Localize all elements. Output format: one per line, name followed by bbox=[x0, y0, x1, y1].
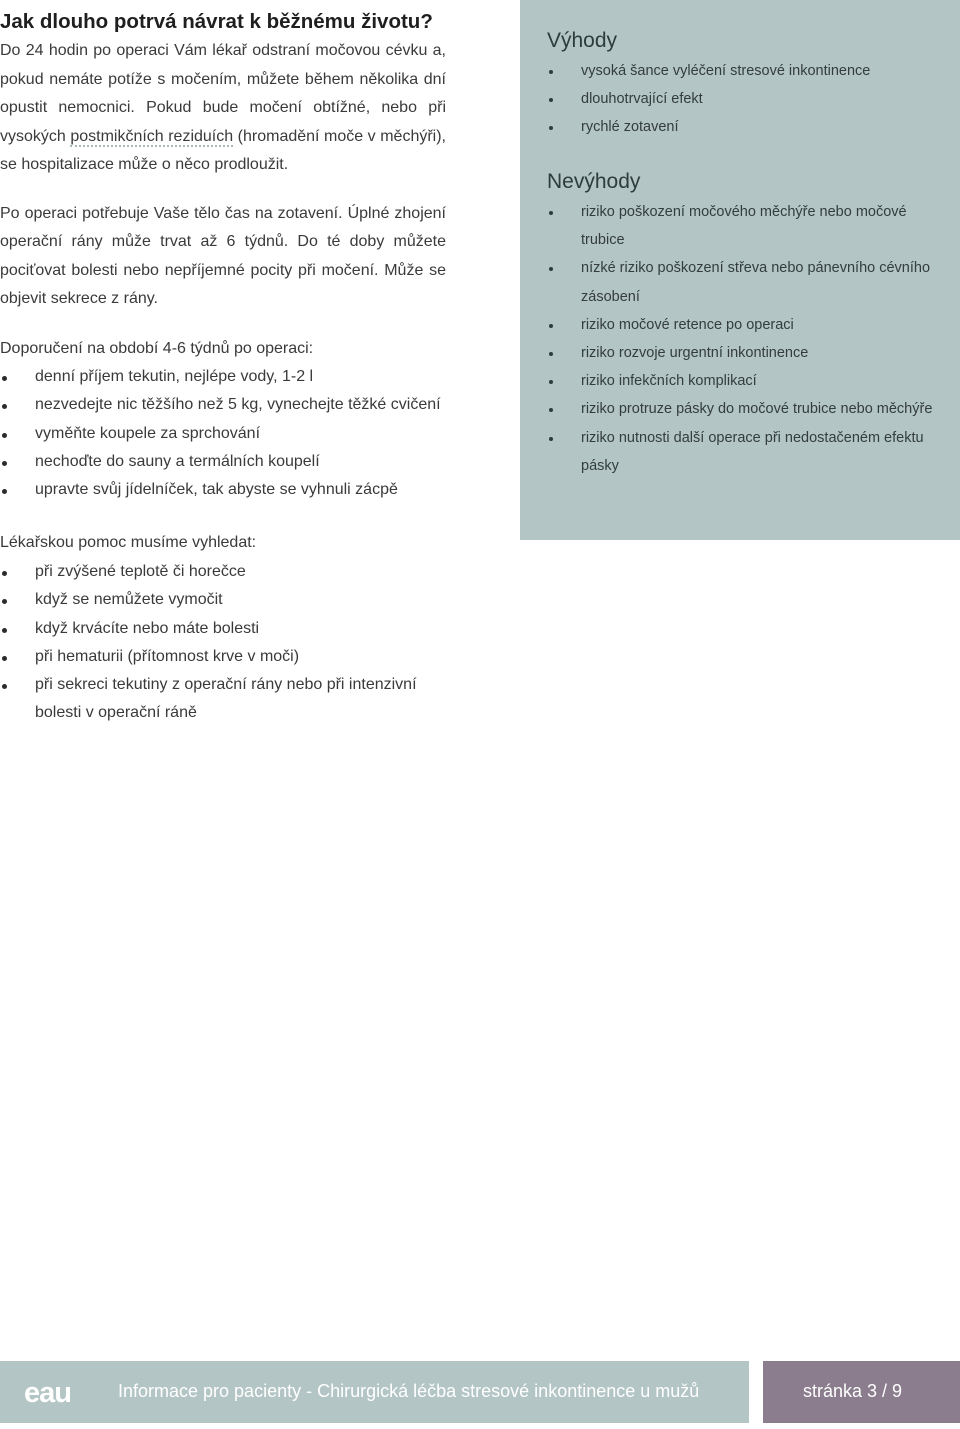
paragraph-healing: Po operaci potřebuje Vaše tělo čas na zotavení. Úplné zhojení operační rány může trvat až 6 týdnů. Do té doby můžete pociťovat bolesti nebo nepříjemné pocity při močení. Může se objevit sekrece z rány. bbox=[0, 204, 446, 307]
list-item: rychlé zotavení bbox=[547, 113, 940, 141]
logo-text: eau bbox=[24, 1377, 71, 1409]
list-item: při sekreci tekutiny z operační rány nebo při intenzivní bolesti v operační ráně bbox=[0, 671, 446, 728]
list-item: vyměňte koupele za sprchování bbox=[0, 420, 446, 448]
footer-title: Informace pro pacienty - Chirurgická léčba stresové inkontinence u mužů bbox=[118, 1381, 700, 1401]
list-item: při zvýšené teplotě či horečce bbox=[0, 558, 446, 586]
list-item: vysoká šance vyléčení stresové inkontinence bbox=[547, 57, 940, 85]
list-item: nechoďte do sauny a termálních koupelí bbox=[0, 448, 446, 476]
eau-logo-icon bbox=[22, 1375, 84, 1409]
list-item: riziko poškození močového měchýře nebo močové trubice bbox=[547, 198, 940, 254]
list-item: riziko infekčních komplikací bbox=[547, 367, 940, 395]
advantages-list bbox=[547, 57, 940, 142]
recommendation-list bbox=[0, 363, 446, 504]
main-column bbox=[0, 0, 446, 728]
paragraph-text: (hromadění moče v měchýři), se hospitalizace může o něco prodloužit. bbox=[0, 127, 446, 173]
list-item: když krvácíte nebo máte bolesti bbox=[0, 615, 446, 643]
recommend-heading: Doporučení na období 4-6 týdnů po operaci: bbox=[0, 339, 314, 357]
page-indicator bbox=[763, 1361, 960, 1423]
list-item: denní příjem tekutin, nejlépe vody, 1-2 l bbox=[0, 363, 446, 391]
list-item: při hematurii (přítomnost krve v moči) bbox=[0, 643, 446, 671]
list-item: když se nemůžete vymočit bbox=[0, 586, 446, 614]
list-item: riziko nutnosti další operace při nedostačeném efektu pásky bbox=[547, 424, 940, 480]
help-heading: Lékařskou pomoc musíme vyhledat: bbox=[0, 534, 257, 552]
list-item: riziko protruze pásky do močové trubice nebo měchýře bbox=[547, 395, 940, 423]
disadvantages-list bbox=[547, 198, 940, 480]
list-item: nízké riziko poškození střeva nebo pánevního cévního zásobení bbox=[547, 254, 940, 310]
page-number: stránka 3 / 9 bbox=[803, 1381, 903, 1401]
help-list bbox=[0, 558, 446, 728]
glossary-term[interactable]: postmikčních reziduích bbox=[70, 127, 234, 145]
footer-bar bbox=[0, 1361, 749, 1423]
advantages-title: Výhody bbox=[547, 29, 618, 52]
list-item: riziko močové retence po operaci bbox=[547, 311, 940, 339]
paragraph-text: Do 24 hodin po operaci Vám lékař odstraní močovou cévku a, pokud nemáte potíže s močením, můžete během několika dní opustit nemocnici. Pokud bude močení obtížné, nebo při vysokých bbox=[0, 42, 446, 145]
pros-cons-box bbox=[520, 0, 960, 540]
section-heading: Jak dlouho potrvá návrat k běžnému životu? bbox=[0, 10, 433, 33]
list-item: riziko rozvoje urgentní inkontinence bbox=[547, 339, 940, 367]
list-item: upravte svůj jídelníček, tak abyste se vyhnuli zácpě bbox=[0, 476, 446, 504]
list-item: nezvedejte nic těžšího než 5 kg, vynechejte těžké cvičení bbox=[0, 391, 446, 419]
disadvantages-title: Nevýhody bbox=[547, 170, 641, 193]
paragraph-recovery bbox=[0, 37, 446, 180]
list-item: dlouhotrvající efekt bbox=[547, 85, 940, 113]
